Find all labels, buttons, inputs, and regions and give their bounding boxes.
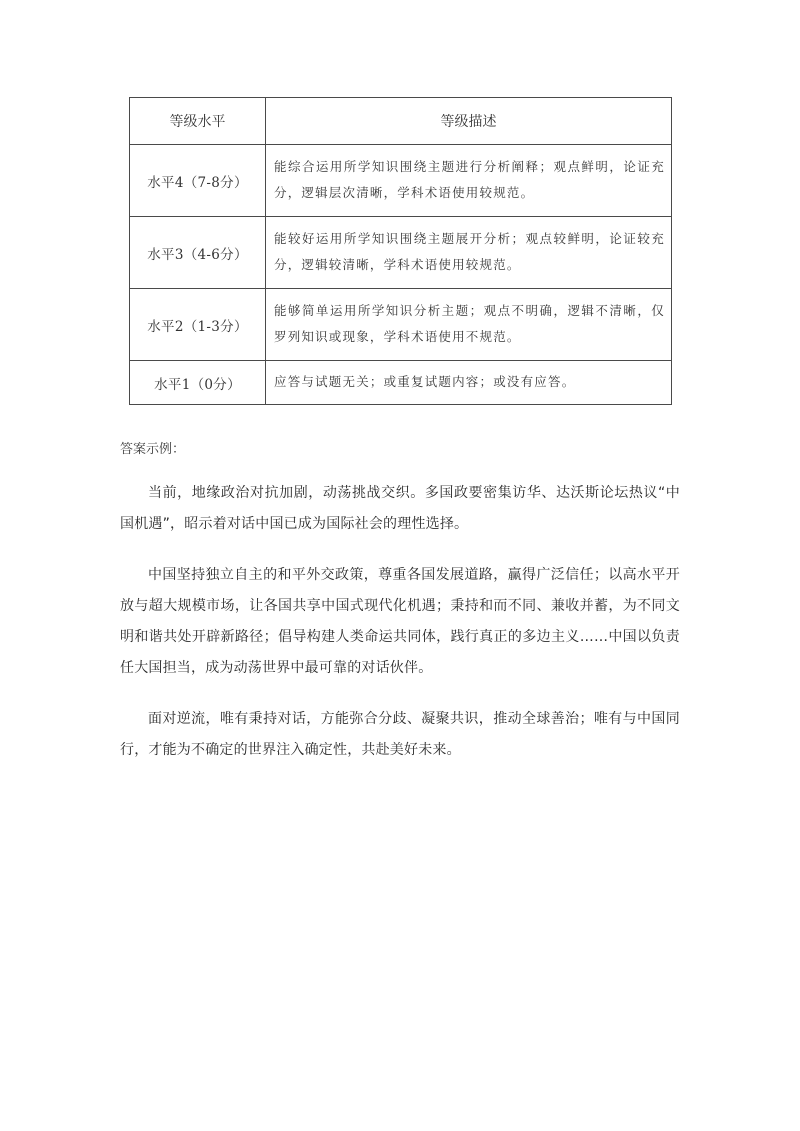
row-description: 能综合运用所学知识围绕主题进行分析阐释；观点鲜明，论证充分，逻辑层次清晰，学科术语使用较规范。 [266,145,672,217]
header-level: 等级水平 [130,98,266,145]
row-description: 应答与试题无关；或重复试题内容；或没有应答。 [266,361,672,405]
row-level: 水平3（4-6分） [130,217,266,289]
header-description: 等级描述 [266,98,672,145]
answer-paragraph: 中国坚持独立自主的和平外交政策，尊重各国发展道路，赢得广泛信任；以高水平开放与超大规模市场，让各国共享中国式现代化机遇；秉持和而不同、兼收并蓄，为不同文明和谐共处开辟新路径；倡导构建人类命运共同体，践行真正的多边主义……中国以负责任大国担当，成为动荡世界中最可靠的对话伙伴。 [120,567,680,676]
table-row [130,289,672,361]
row-level: 水平4（7-8分） [130,145,266,217]
row-level: 水平2（1-3分） [130,289,266,361]
table-row [130,361,672,405]
row-description: 能较好运用所学知识围绕主题展开分析；观点较鲜明，论证较充分，逻辑较清晰，学科术语使用较规范。 [266,217,672,289]
table-header-row [130,98,672,145]
grading-table [129,97,672,405]
answer-paragraph: 面对逆流，唯有秉持对话，方能弥合分歧、凝聚共识，推动全球善治；唯有与中国同行，才能为不确定的世界注入确定性，共赴美好未来。 [120,711,680,758]
row-level: 水平1（0分） [130,361,266,405]
row-description: 能够简单运用所学知识分析主题；观点不明确，逻辑不清晰，仅罗列知识或现象，学科术语使用不规范。 [266,289,672,361]
answer-example-body [120,478,680,786]
table-row [130,217,672,289]
answer-paragraph: 当前，地缘政治对抗加剧，动荡挑战交织。多国政要密集访华、达沃斯论坛热议“中国机遇”，昭示着对话中国已成为国际社会的理性选择。 [120,485,680,532]
answer-example-label: 答案示例： [120,442,186,457]
table-row [130,145,672,217]
